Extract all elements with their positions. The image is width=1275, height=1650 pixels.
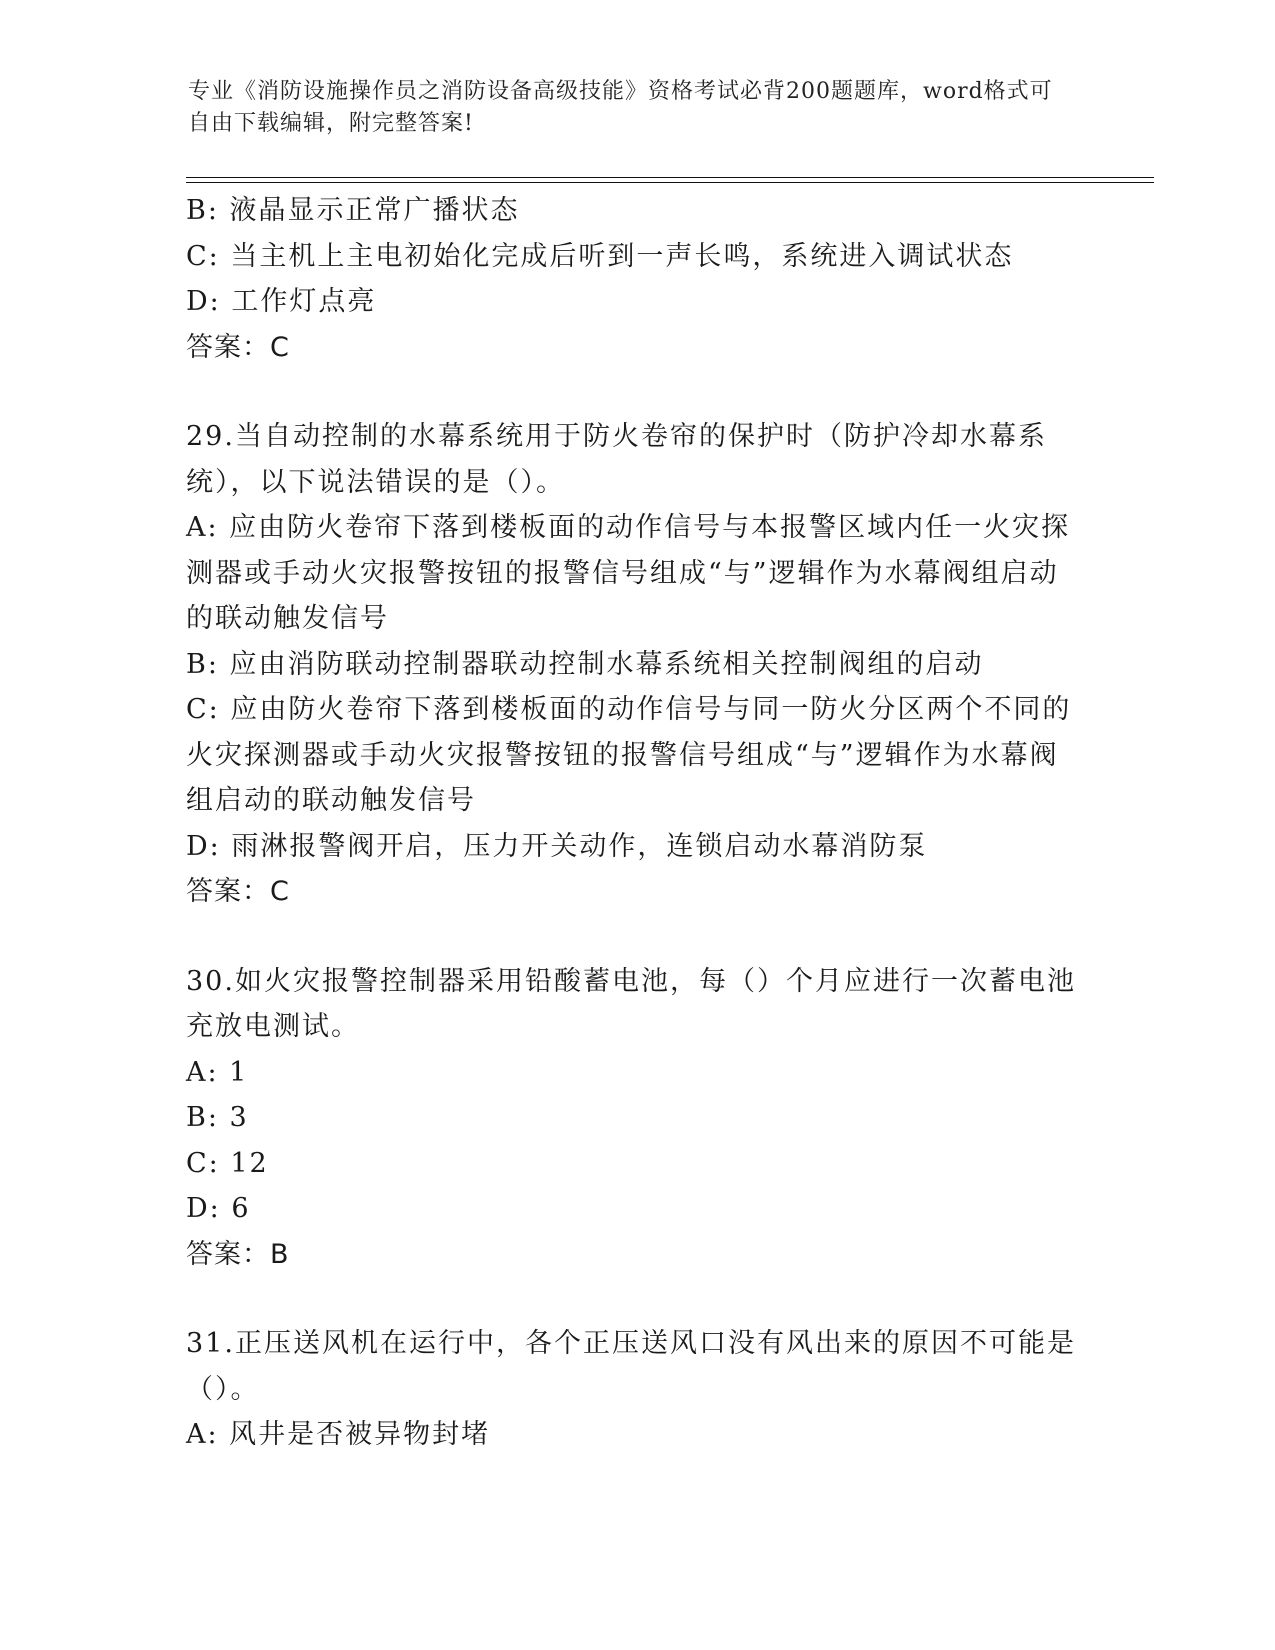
option-d: D: 工作灯点亮	[186, 286, 377, 317]
header-rule-top	[186, 177, 1154, 178]
option-d: D: 雨淋报警阀开启，压力开关动作，连锁启动水幕消防泵	[186, 830, 928, 862]
answer-line: 答案：B	[186, 1238, 290, 1270]
option-a: A: 应由防火卷帘下落到楼板面的动作信号与本报警区域内任一火灾探测器或手动火灾报警按钮的报警信号组成“与”逻辑作为水幕阀组启动的联动触发信号	[186, 512, 1071, 634]
option-b: B: 液晶显示正常广播状态	[186, 195, 520, 226]
option-c: C: 12	[186, 1147, 269, 1179]
spacer	[186, 915, 1076, 959]
option-c: C: 应由防火卷帘下落到楼板面的动作信号与同一防火分区两个不同的火灾探测器或手动火灾报警按钮的报警信号组成“与”逻辑作为水幕阀组启动的联动触发信号	[186, 694, 1072, 816]
question-stem: 30.如火灾报警控制器采用铅酸蓄电池，每（）个月应进行一次蓄电池充放电测试。	[186, 965, 1076, 1042]
option-b: B: 3	[186, 1102, 249, 1133]
question-stem: 29.当自动控制的水幕系统用于防火卷帘的保护时（防护冷却水幕系统），以下说法错误的是（）。	[186, 421, 1047, 498]
question-31	[186, 1321, 1076, 1458]
spacer	[186, 370, 1076, 414]
option-c: C: 当主机上主电初始化完成后听到一声长鸣，系统进入调试状态	[186, 240, 1014, 272]
page-header: 专业《消防设施操作员之消防设备高级技能》资格考试必背200题题库，word格式可自由下载编辑，附完整答案!	[188, 79, 1053, 136]
question-stem: 31.正压送风机在运行中，各个正压送风口没有风出来的原因不可能是（）。	[186, 1328, 1076, 1405]
option-b: B: 应由消防联动控制器联动控制水幕系统相关控制阀组的启动	[186, 648, 984, 680]
header-rule-bottom	[186, 182, 1154, 183]
prev-question-block	[186, 188, 1076, 370]
option-d: D: 6	[186, 1193, 251, 1224]
answer-line: 答案：C	[186, 876, 290, 907]
question-29	[186, 414, 1076, 915]
option-a: A: 风井是否被异物封堵	[186, 1419, 491, 1450]
document-body	[186, 188, 1076, 1458]
spacer	[186, 1277, 1076, 1321]
question-30	[186, 959, 1076, 1278]
option-a: A: 1	[186, 1056, 249, 1088]
answer-line: 答案：C	[186, 331, 290, 363]
